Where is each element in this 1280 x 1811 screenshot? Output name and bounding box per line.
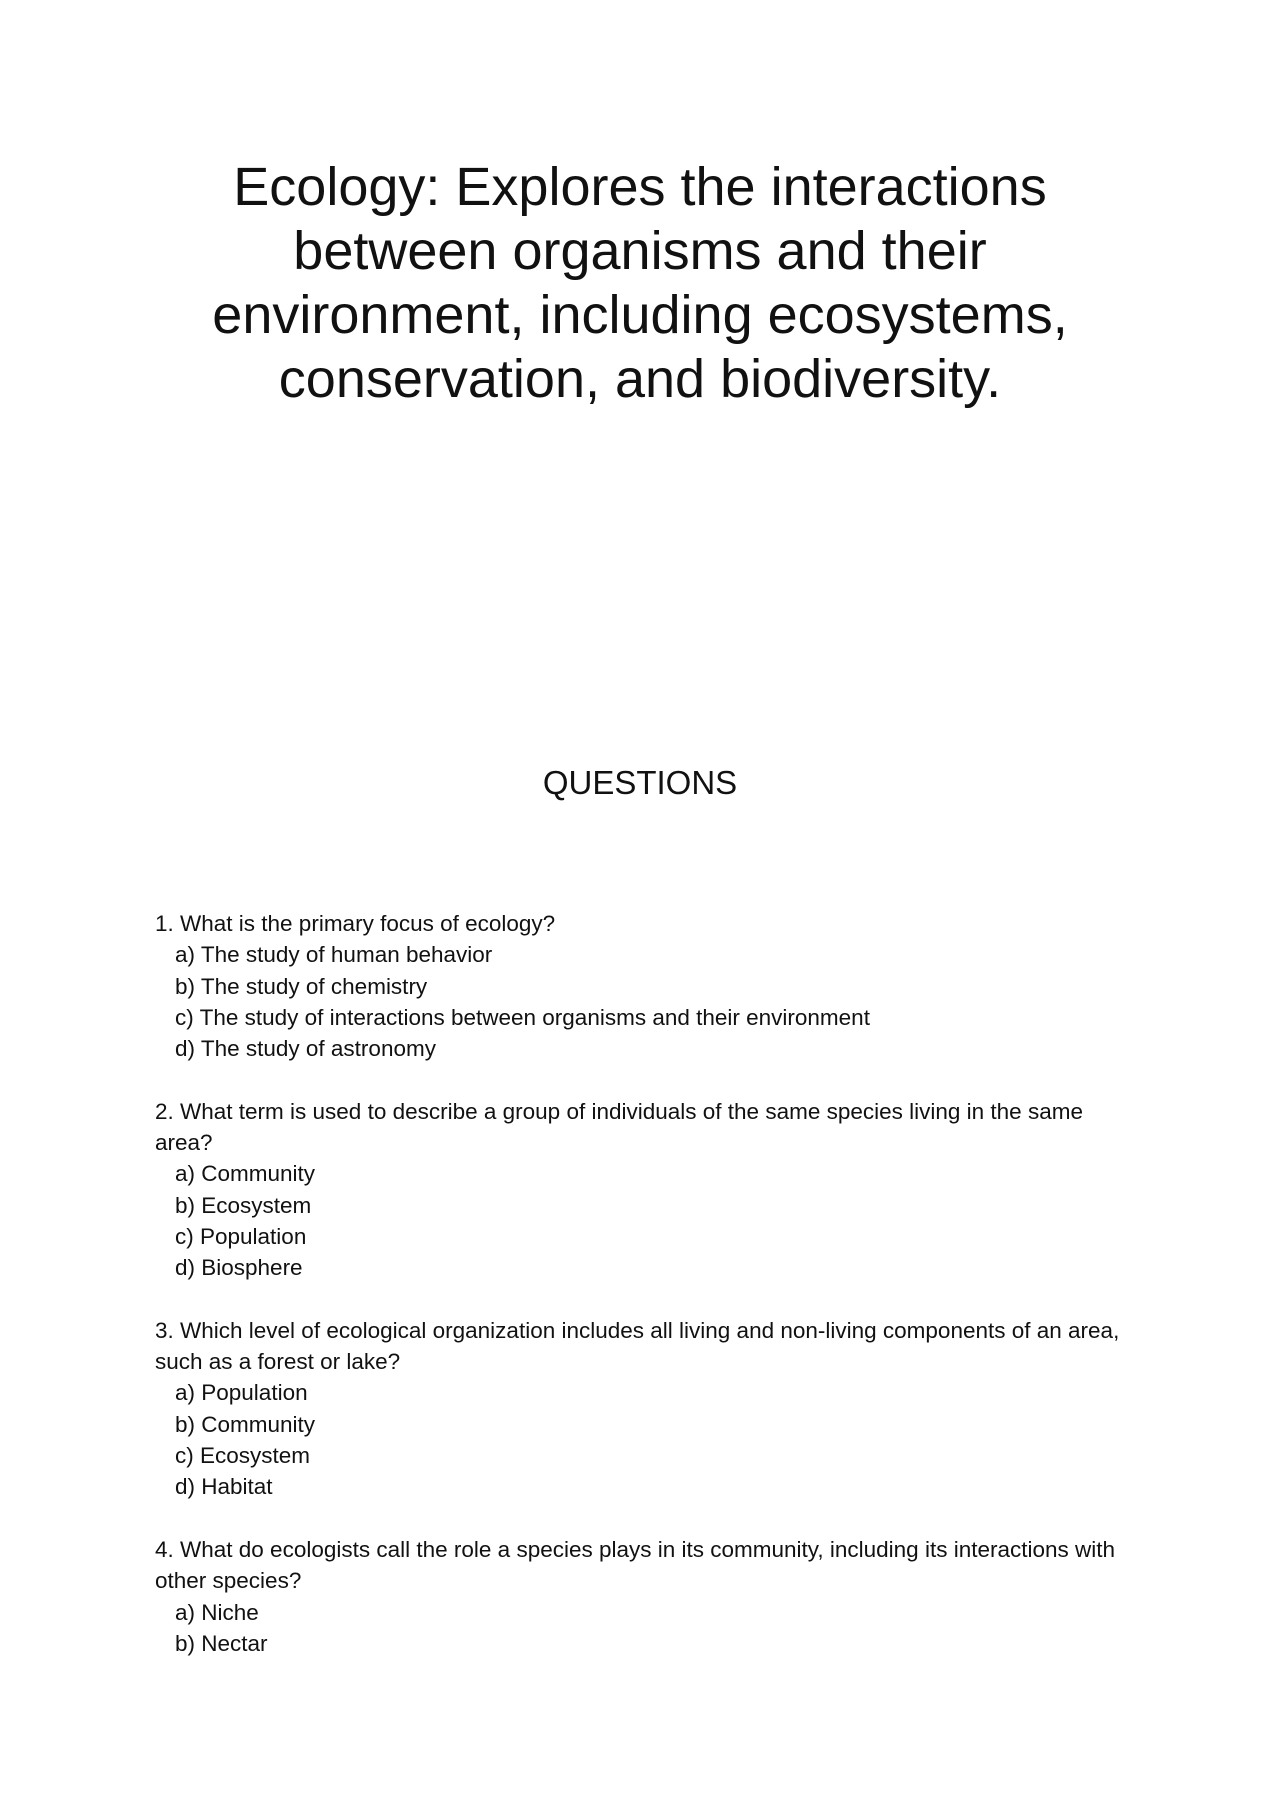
option-d: d) Habitat bbox=[175, 1474, 273, 1500]
question-1 bbox=[155, 908, 1135, 1064]
question-list bbox=[155, 908, 1135, 1690]
option-b: b) The study of chemistry bbox=[175, 973, 428, 999]
option-list bbox=[155, 939, 1135, 1064]
question-text: 1. What is the primary focus of ecology? bbox=[155, 911, 556, 936]
section-heading: QUESTIONS bbox=[542, 764, 738, 801]
option-d: d) The study of astronomy bbox=[175, 1036, 436, 1062]
question-3 bbox=[155, 1315, 1135, 1503]
question-text: 2. What term is used to describe a group of individuals of the same species living in the same area? bbox=[155, 1098, 1083, 1156]
question-text: 4. What do ecologists call the role a species plays in its community, including its interactions with other species? bbox=[155, 1536, 1116, 1594]
option-d: d) Biosphere bbox=[175, 1255, 303, 1281]
option-b: b) Nectar bbox=[175, 1630, 268, 1656]
page-title: Ecology: Explores the interactions between organisms and their environment, including ecosystems, conservation, and biodiversity. bbox=[212, 157, 1068, 409]
question-4 bbox=[155, 1534, 1135, 1659]
option-c: c) The study of interactions between organisms and their environment bbox=[175, 1004, 870, 1030]
option-c: c) Ecosystem bbox=[175, 1443, 311, 1469]
option-list bbox=[155, 1597, 1135, 1660]
option-a: a) Population bbox=[175, 1380, 308, 1406]
option-c: c) Population bbox=[175, 1223, 307, 1249]
option-list bbox=[155, 1377, 1135, 1502]
option-b: b) Ecosystem bbox=[175, 1192, 312, 1218]
option-b: b) Community bbox=[175, 1411, 316, 1437]
option-a: a) Community bbox=[175, 1161, 316, 1187]
question-text: 3. Which level of ecological organization includes all living and non-living components of an area, such as a forest or lake? bbox=[155, 1317, 1120, 1375]
option-list bbox=[155, 1158, 1135, 1283]
option-a: a) Niche bbox=[175, 1599, 259, 1625]
option-a: a) The study of human behavior bbox=[175, 942, 493, 968]
question-2 bbox=[155, 1096, 1135, 1284]
